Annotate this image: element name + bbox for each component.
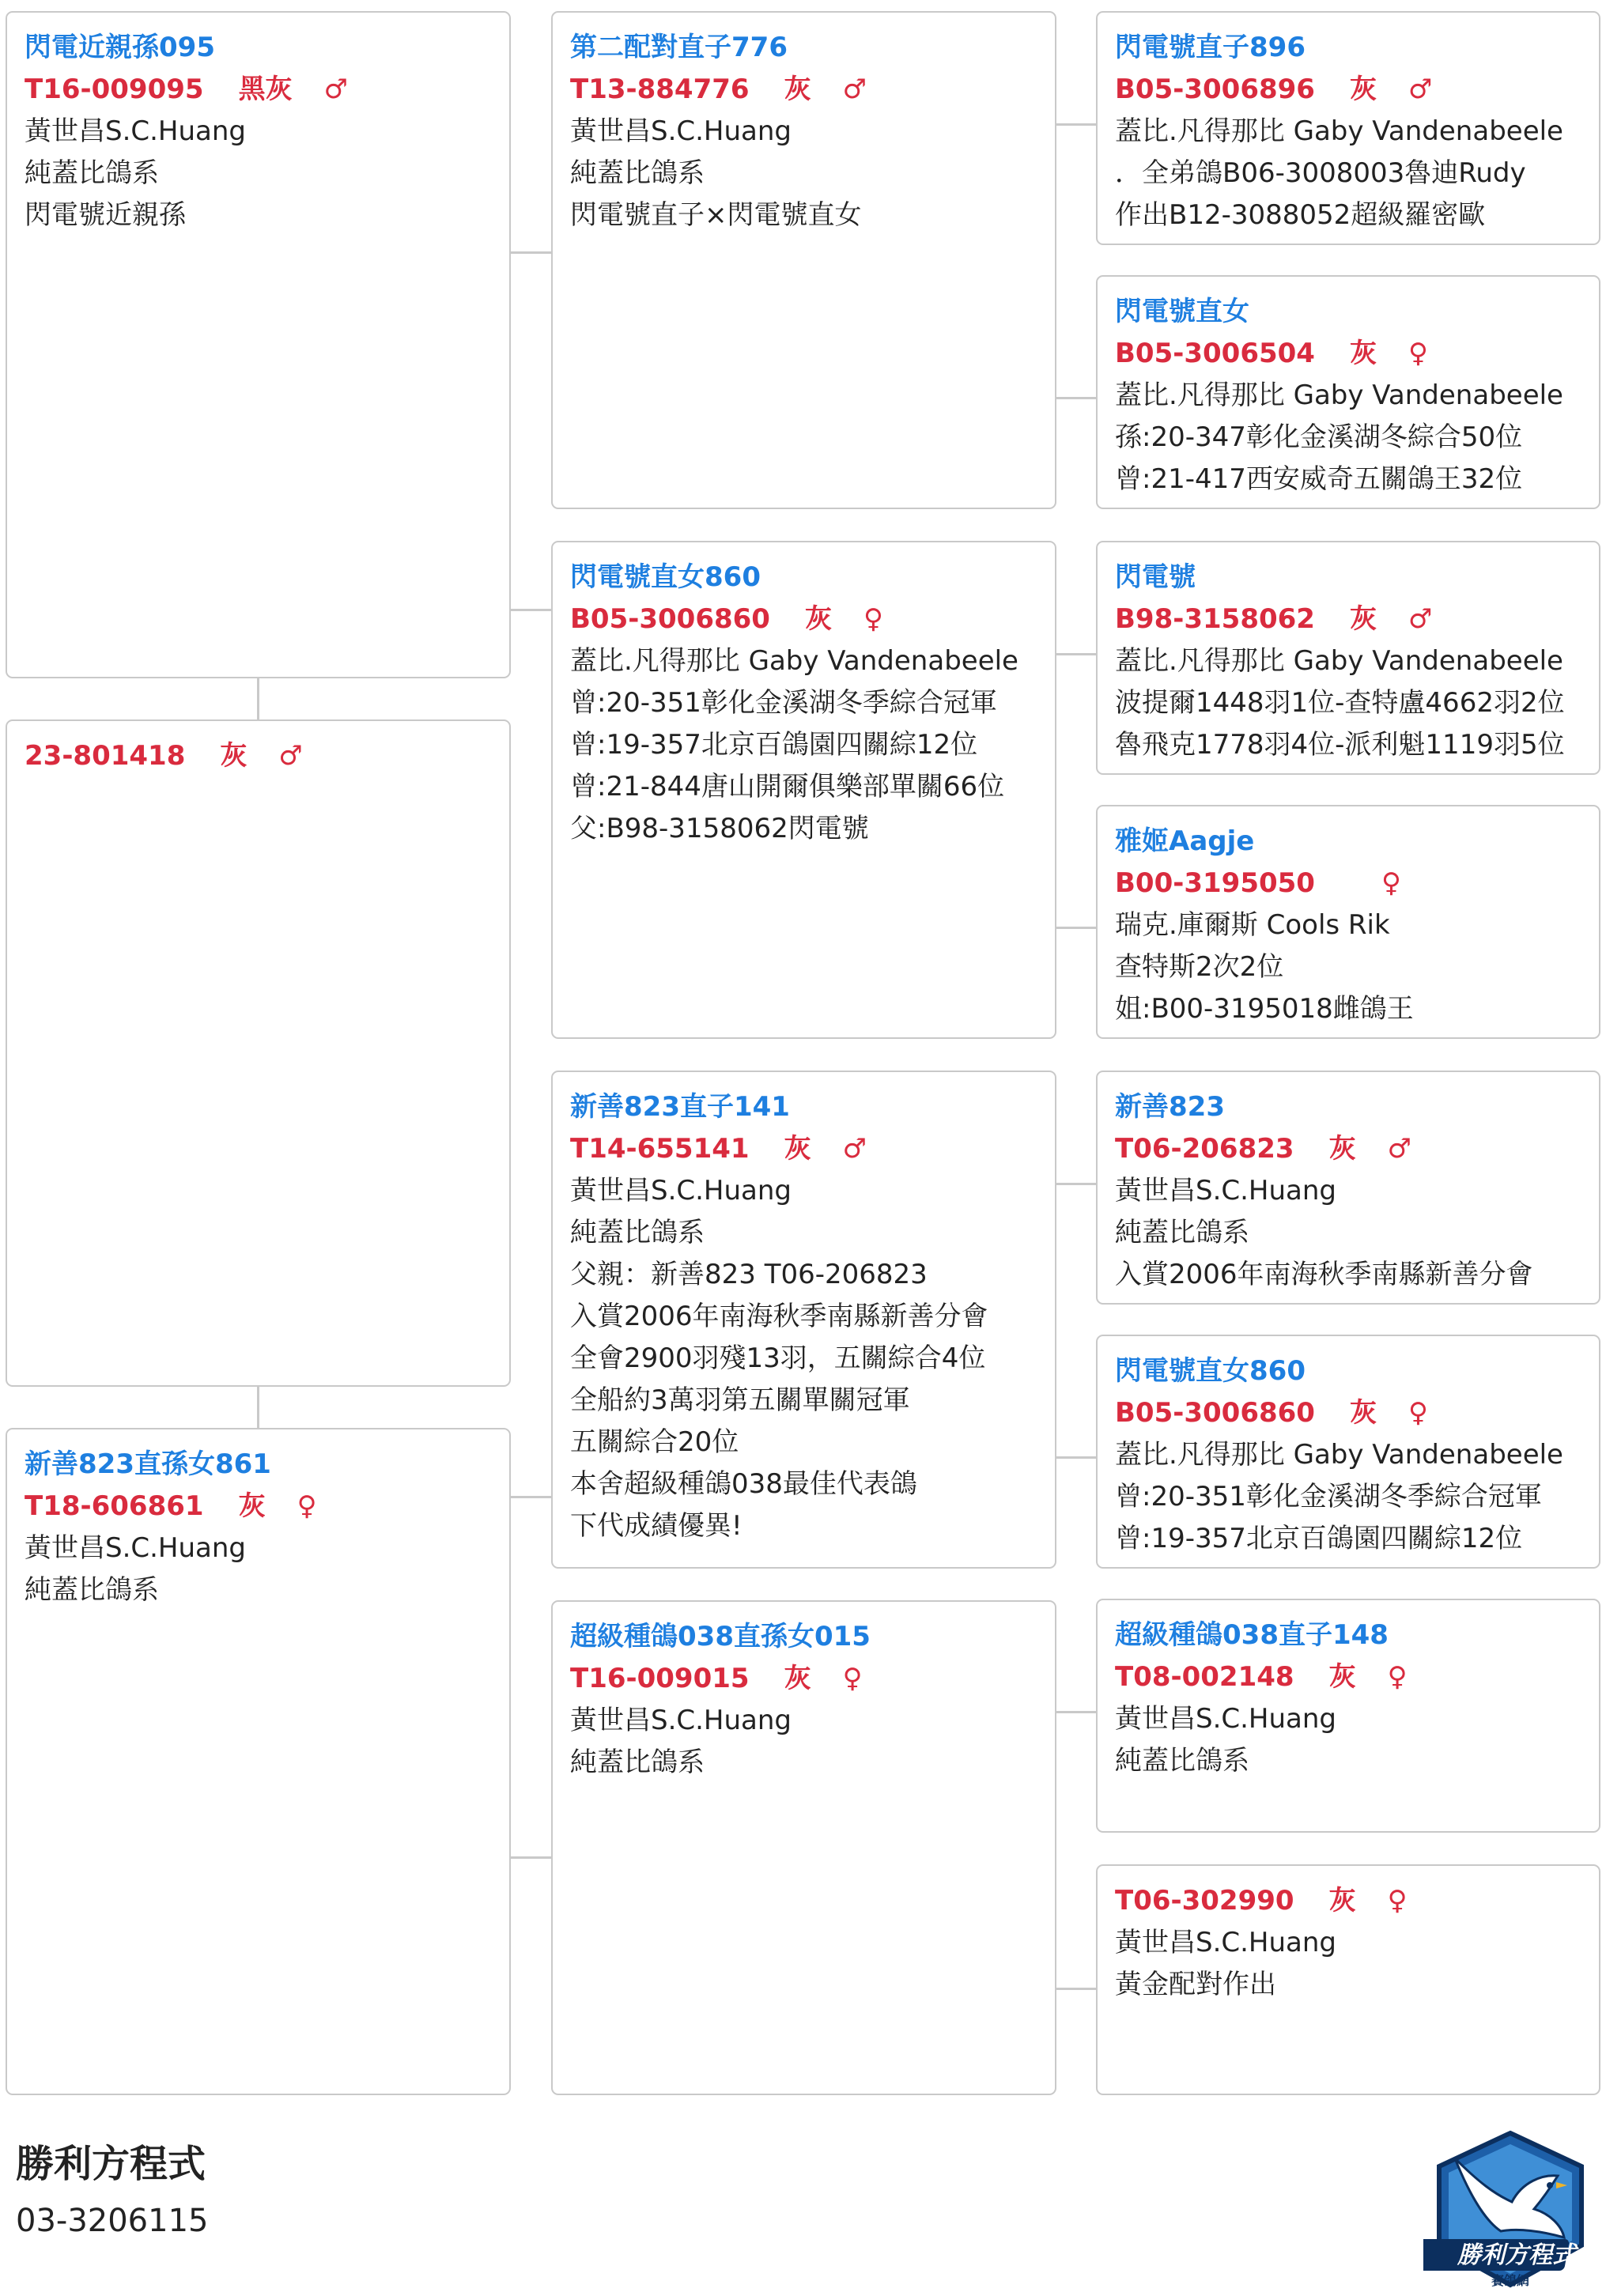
ring-number-row: [25, 735, 492, 777]
pigeon-name: 超級種鴿038直子148: [1115, 1619, 1389, 1651]
male-icon: ♂: [1408, 74, 1433, 105]
pedigree-card-gen3-3: [1096, 541, 1600, 775]
ring-number: T06-302990: [1115, 1885, 1294, 1916]
info-line: 黃世昌S.C.Huang: [570, 1705, 792, 1736]
male-icon: ♂: [323, 74, 349, 105]
footer-loft-name: 勝利方程式: [16, 2142, 206, 2186]
info-line: 純蓋比鴿系: [570, 157, 705, 189]
info-line: 蓋比.凡得那比 Gaby Vandenabeele: [1115, 380, 1563, 411]
ring-number: B05-3006860: [570, 603, 770, 635]
info-line: 曾:20-351彰化金溪湖冬季綜合冠軍: [570, 687, 997, 719]
info-line: 閃電號直子×閃電號直女: [570, 199, 862, 231]
info-line: 作出B12-3088052超級羅密歐: [1115, 199, 1486, 231]
pigeon-name: 新善823直孫女861: [25, 1448, 271, 1480]
pigeon-name: 第二配對直子776: [570, 32, 788, 63]
plumage-color: 灰: [220, 740, 248, 772]
info-line: 純蓋比鴿系: [1115, 1745, 1249, 1777]
info-line: 黃世昌S.C.Huang: [570, 1175, 792, 1207]
pigeon-name: 超級種鴿038直孫女015: [570, 1621, 871, 1652]
info-line: 入賞2006年南海秋季南縣新善分會: [1115, 1259, 1533, 1290]
ring-number: T16-009015: [570, 1663, 750, 1694]
info-line: 魯飛克1778羽4位-派利魁1119羽5位: [1115, 729, 1565, 761]
ring-number-row: [1115, 1128, 1581, 1170]
info-line: 孫:20-347彰化金溪湖冬綜合50位: [1115, 421, 1523, 453]
pedigree-card-grandsire-paternal: [551, 11, 1056, 509]
info-line: 查特斯2次2位: [1115, 951, 1284, 983]
pedigree-card-gen3-5: [1096, 1071, 1600, 1305]
info-line: 姐:B00-3195018雌鴿王: [1115, 993, 1414, 1025]
pedigree-card-sire: [6, 11, 511, 678]
ring-number: B05-3006860: [1115, 1397, 1315, 1429]
info-line: 黃世昌S.C.Huang: [1115, 1175, 1337, 1207]
pedigree-card-gen3-6: [1096, 1335, 1600, 1569]
info-line: 蓋比.凡得那比 Gaby Vandenabeele: [570, 645, 1018, 677]
ring-number-row: [25, 1486, 492, 1528]
ring-number: B00-3195050: [1115, 867, 1315, 899]
plumage-color: 黑灰: [238, 74, 293, 105]
info-line: 波提爾1448羽1位-查特盧4662羽2位: [1115, 687, 1565, 719]
info-line: 純蓋比鴿系: [25, 157, 159, 189]
ring-number-row: [1115, 69, 1581, 111]
plumage-color: 灰: [1349, 74, 1377, 105]
pedigree-card-gen3-2: [1096, 275, 1600, 509]
pedigree-card-gen3-8: [1096, 1864, 1600, 2095]
pigeon-name: 新善823: [1115, 1091, 1225, 1123]
info-line: 曾:21-844唐山開爾俱樂部單關66位: [570, 771, 1005, 802]
ring-number: 23-801418: [25, 740, 186, 772]
info-line: ．全弟鴿B06-3008003魯迪Rudy: [1115, 157, 1526, 189]
info-line: 蓋比.凡得那比 Gaby Vandenabeele: [1115, 1439, 1563, 1471]
plumage-color: 灰: [1328, 1133, 1356, 1165]
male-icon: ♂: [842, 74, 867, 105]
info-line: 黃世昌S.C.Huang: [570, 115, 792, 147]
info-line: 下代成績優異!: [570, 1510, 743, 1542]
plumage-color: 灰: [1349, 603, 1377, 635]
info-line: 五關綜合20位: [570, 1426, 739, 1458]
ring-number: B05-3006896: [1115, 74, 1315, 105]
ring-number: B05-3006504: [1115, 338, 1315, 369]
info-line: 蓋比.凡得那比 Gaby Vandenabeele: [1115, 645, 1563, 677]
female-icon: ♀: [1381, 867, 1401, 899]
info-line: 黃世昌S.C.Huang: [1115, 1703, 1337, 1735]
pedigree-card-dam: [6, 1428, 511, 2095]
plumage-color: 灰: [238, 1490, 266, 1522]
pigeon-name: 閃電號直女860: [570, 561, 761, 593]
pigeon-name: 雅姬Aagje: [1115, 825, 1255, 857]
ring-number-row: [1115, 1656, 1581, 1698]
pigeon-name: 閃電號: [1115, 561, 1196, 593]
info-line: 本舍超級種鴿038最佳代表鴿: [570, 1468, 917, 1500]
ring-number: T14-655141: [570, 1133, 750, 1165]
info-line: 父親：新善823 T06-206823: [570, 1259, 928, 1290]
ring-number: B98-3158062: [1115, 603, 1315, 635]
female-icon: ♀: [1408, 338, 1428, 369]
pigeon-name: 閃電號直子896: [1115, 32, 1306, 63]
info-line: 全會2900羽殘13羽，五關綜合4位: [570, 1342, 986, 1374]
pigeon-name: 閃電號直女860: [1115, 1355, 1306, 1387]
info-line: 黃金配對作出: [1115, 1969, 1276, 2000]
female-icon: ♀: [297, 1490, 317, 1522]
info-line: 純蓋比鴿系: [570, 1217, 705, 1248]
info-line: 曾:21-417西安威奇五關鴿王32位: [1115, 463, 1523, 495]
info-line: 曾:20-351彰化金溪湖冬季綜合冠軍: [1115, 1481, 1542, 1512]
loft-logo-icon: [1423, 2127, 1597, 2293]
ring-number: T08-002148: [1115, 1661, 1294, 1693]
ring-number: T18-606861: [25, 1490, 204, 1522]
ring-number: T16-009095: [25, 74, 204, 105]
logo-text: 勝利方程式: [1457, 2241, 1576, 2269]
info-line: 黃世昌S.C.Huang: [25, 1532, 247, 1564]
male-icon: ♂: [1387, 1133, 1412, 1165]
pedigree-card-granddam-maternal: [551, 1600, 1056, 2095]
info-line: 純蓋比鴿系: [570, 1747, 705, 1778]
male-icon: ♂: [842, 1133, 867, 1165]
pedigree-card-granddam-paternal: [551, 541, 1056, 1039]
info-line: 蓋比.凡得那比 Gaby Vandenabeele: [1115, 115, 1563, 147]
ring-number-row: [570, 599, 1037, 640]
info-line: 曾:19-357北京百鴿園四關綜12位: [1115, 1523, 1523, 1554]
pedigree-card-subject: [6, 719, 511, 1387]
pedigree-card-gen3-4: [1096, 805, 1600, 1039]
logo-subtext: 賽鴿網: [1491, 2273, 1530, 2288]
plumage-color: 灰: [1349, 1397, 1377, 1429]
plumage-color: 灰: [1328, 1661, 1356, 1693]
info-line: 純蓋比鴿系: [1115, 1217, 1249, 1248]
info-line: 黃世昌S.C.Huang: [25, 115, 247, 147]
ring-number-row: [1115, 863, 1581, 904]
male-icon: ♂: [1408, 603, 1433, 635]
ring-number: T06-206823: [1115, 1133, 1294, 1165]
female-icon: ♀: [1387, 1661, 1408, 1693]
male-icon: ♂: [278, 740, 303, 772]
plumage-color: 灰: [1328, 1885, 1356, 1916]
ring-number-row: [1115, 1392, 1581, 1434]
ring-number-row: [1115, 333, 1581, 375]
ring-number-row: [570, 1128, 1037, 1170]
plumage-color: 灰: [784, 1663, 811, 1694]
female-icon: ♀: [842, 1663, 863, 1694]
ring-number-row: [570, 1658, 1037, 1700]
info-line: 曾:19-357北京百鴿園四關綜12位: [570, 729, 978, 761]
ring-number-row: [1115, 599, 1581, 640]
ring-number-row: [570, 69, 1037, 111]
plumage-color: 灰: [1349, 338, 1377, 369]
female-icon: ♀: [1408, 1397, 1428, 1429]
info-line: 瑞克.庫爾斯 Cools Rik: [1115, 909, 1390, 941]
pigeon-name: 新善823直子141: [570, 1091, 790, 1123]
ring-number-row: [25, 69, 492, 111]
info-line: 閃電號近親孫: [25, 199, 186, 231]
info-line: 父:B98-3158062閃電號: [570, 813, 869, 844]
info-line: 純蓋比鴿系: [25, 1574, 159, 1606]
pedigree-card-gen3-7: [1096, 1599, 1600, 1833]
info-line: 入賞2006年南海秋季南縣新善分會: [570, 1301, 988, 1332]
ring-number: T13-884776: [570, 74, 750, 105]
female-icon: ♀: [863, 603, 883, 635]
footer-phone: 03-3206115: [16, 2203, 209, 2239]
pigeon-name: 閃電近親孫095: [25, 32, 215, 63]
pedigree-card-gen3-1: [1096, 11, 1600, 245]
plumage-color: 灰: [784, 1133, 811, 1165]
pedigree-card-grandsire-maternal: [551, 1071, 1056, 1569]
plumage-color: 灰: [804, 603, 832, 635]
ring-number-row: [1115, 1880, 1581, 1922]
female-icon: ♀: [1387, 1885, 1408, 1916]
plumage-color: 灰: [784, 74, 811, 105]
pigeon-name: 閃電號直女: [1115, 296, 1249, 327]
info-line: 黃世昌S.C.Huang: [1115, 1927, 1337, 1958]
info-line: 全船約3萬羽第五關單關冠軍: [570, 1384, 910, 1416]
